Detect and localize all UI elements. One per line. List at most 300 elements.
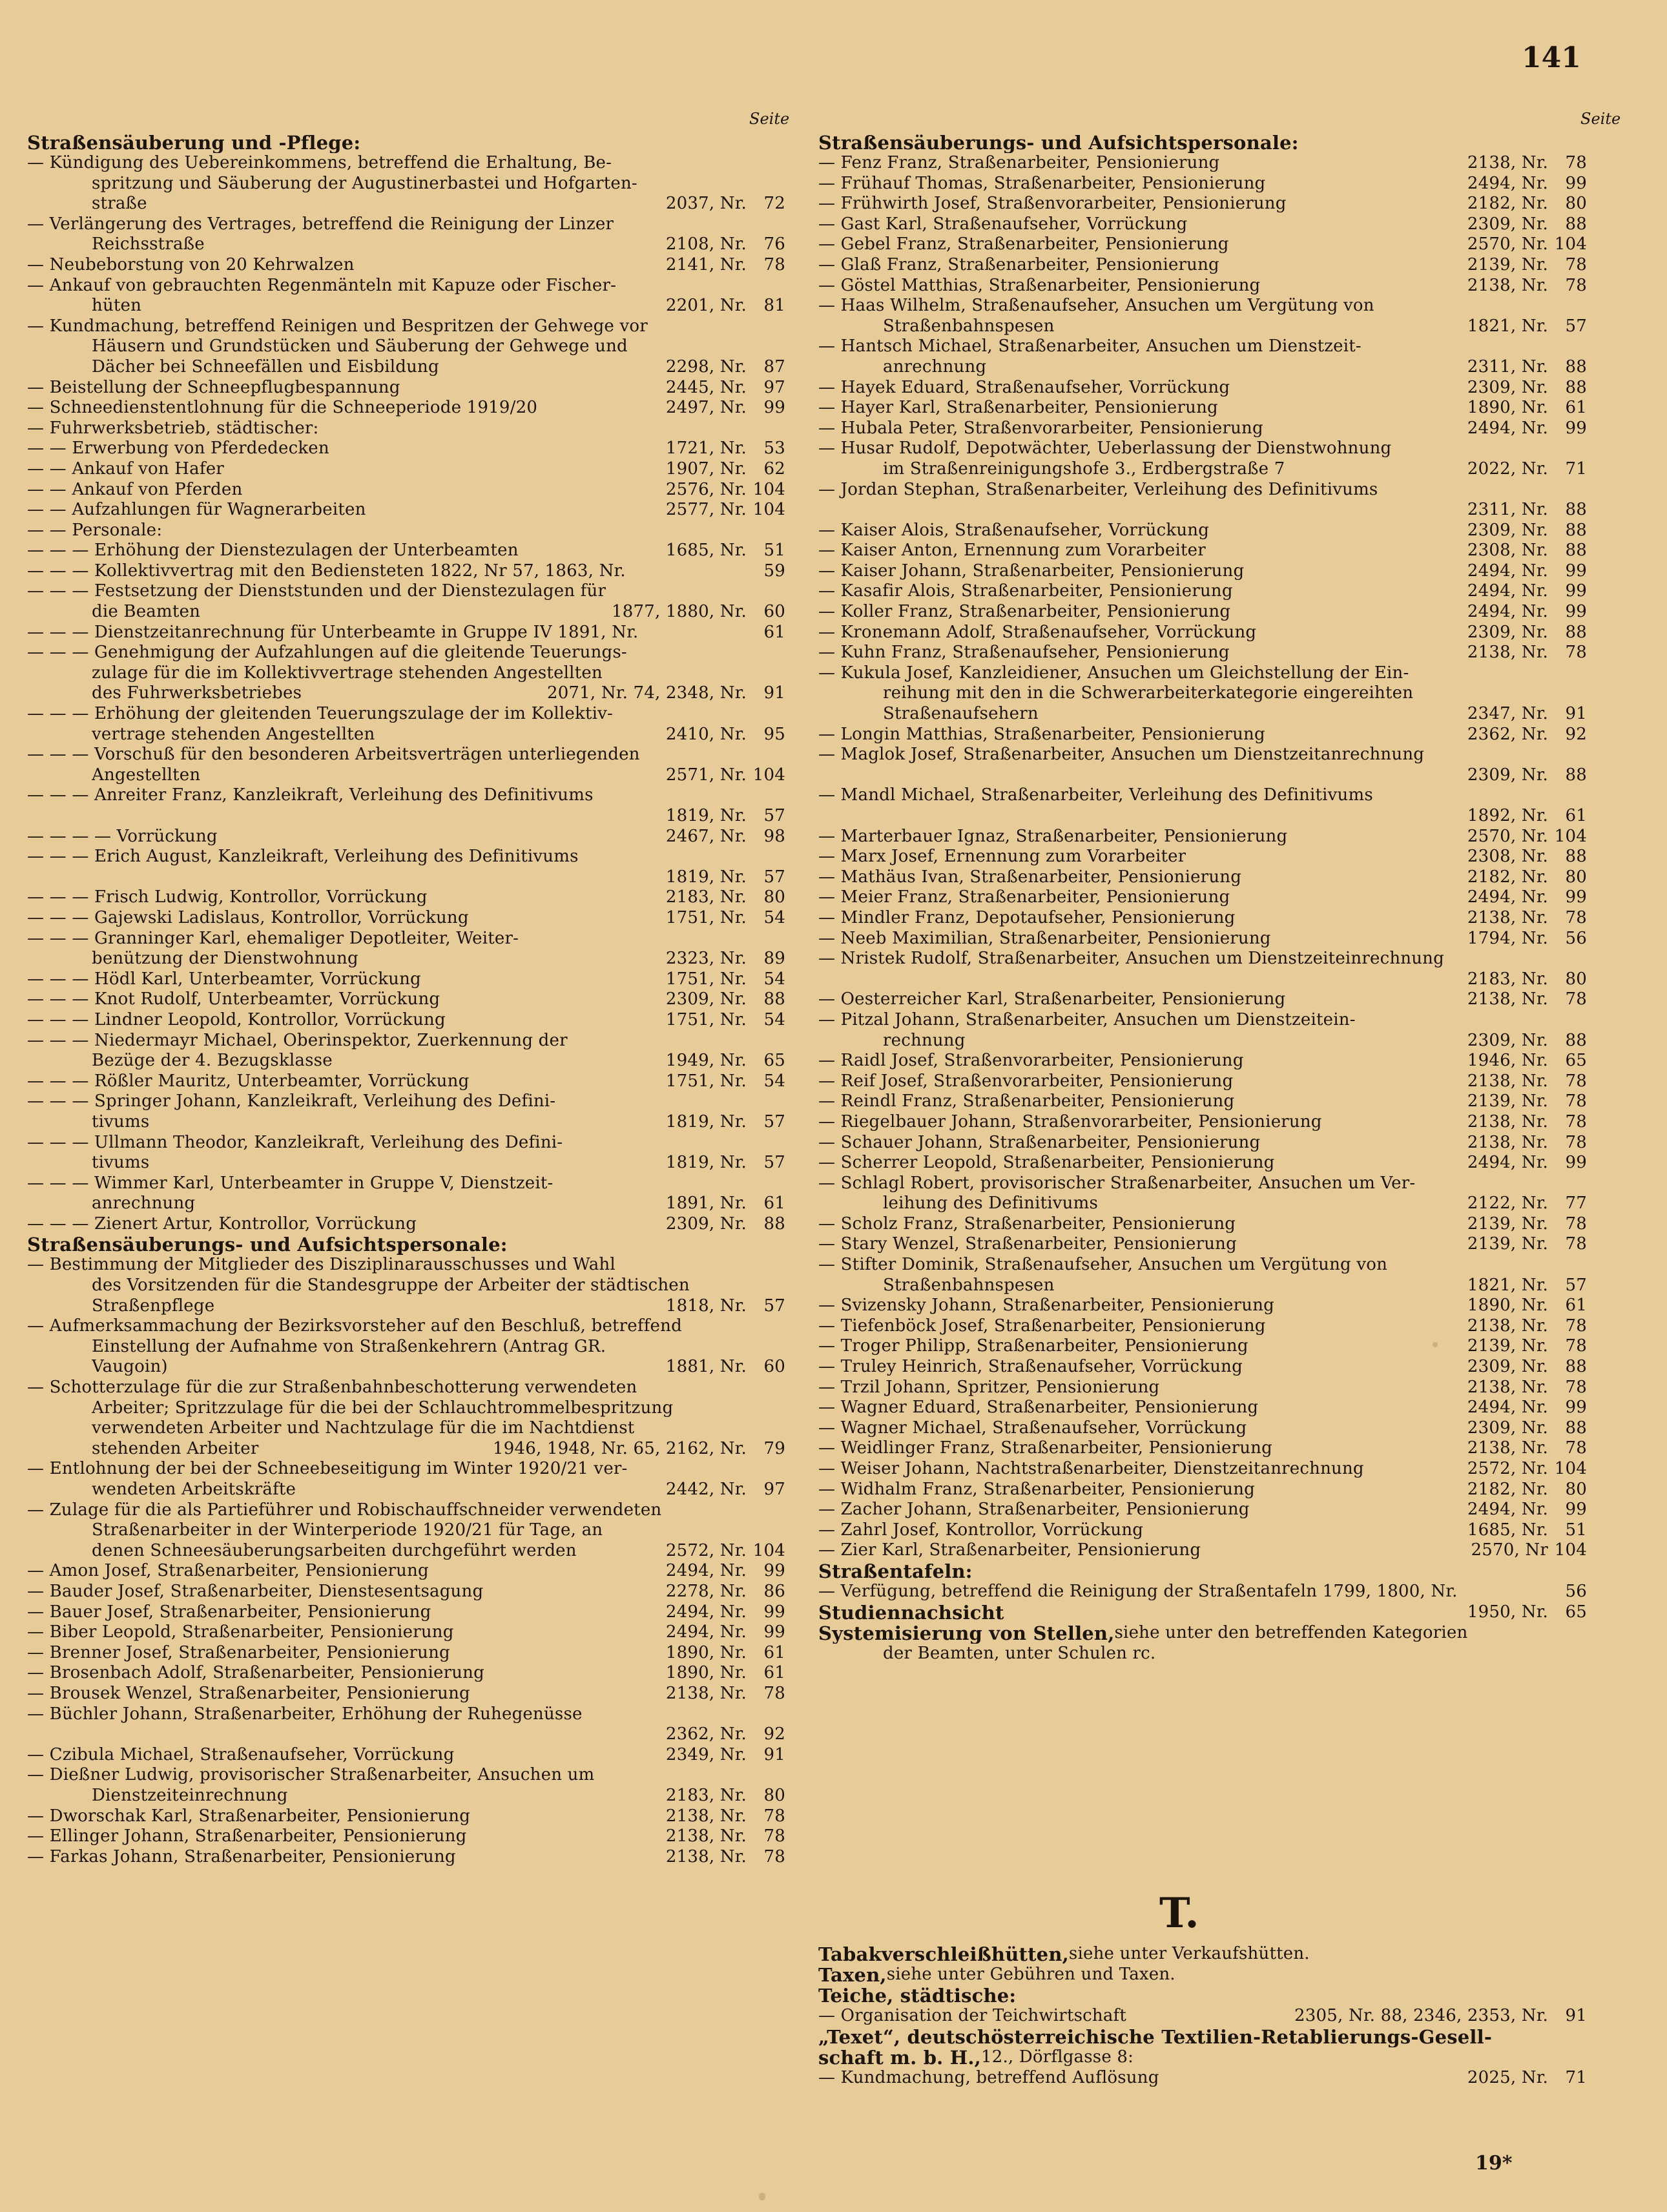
session-reference: 1819, Nr. <box>665 1111 747 1132</box>
session-reference: 2071, Nr. 74, 2348, Nr. <box>546 683 747 703</box>
index-entry <box>27 541 785 561</box>
entry-text: spritzung und Säuberung der Augustinerbastei und Hofgarten- <box>92 173 637 193</box>
page-reference: 88 <box>1565 541 1587 561</box>
leader-dots <box>1186 847 1462 867</box>
page-reference: 104 <box>752 479 785 499</box>
session-reference: 2182, Nr. <box>1467 1479 1548 1499</box>
section-heading <box>818 1985 1587 2006</box>
index-entry <box>27 847 785 867</box>
leader-dots <box>1265 725 1462 745</box>
index-entry <box>27 1153 785 1173</box>
page-reference: 78 <box>1565 643 1587 663</box>
entry-text: im Straßenreinigungshofe 3., Erdbergstraße 7 <box>883 459 1285 479</box>
entry-text: — Frühauf Thomas, Straßenarbeiter, Pensionierung <box>818 173 1266 193</box>
leader-dots <box>446 1010 661 1031</box>
section-heading <box>27 132 785 153</box>
keyword-heading: schaft m. b. H., <box>818 2047 981 2068</box>
session-reference: 2138, Nr. <box>1467 1071 1548 1091</box>
session-reference: 2308, Nr. <box>1467 847 1548 867</box>
page-reference: 79 <box>763 1438 785 1458</box>
index-entry <box>818 1031 1587 1051</box>
page-reference: 104 <box>1554 1540 1587 1560</box>
index-entry <box>27 1010 785 1031</box>
index-entry <box>27 1357 785 1378</box>
entry-text: — Ellinger Johann, Straßenarbeiter, Pensionierung <box>27 1826 467 1846</box>
index-entry <box>27 1602 785 1623</box>
page-reference: 97 <box>763 377 785 397</box>
leader-dots <box>1159 1378 1462 1398</box>
session-reference: 1907, Nr. <box>665 459 747 479</box>
page-reference: 54 <box>763 1071 785 1091</box>
entry-text: — Beistellung der Schneepflugbespannung <box>27 377 400 397</box>
page-reference: 88 <box>1565 214 1587 234</box>
index-entry <box>27 1071 785 1092</box>
session-reference: 2309, Nr. <box>1467 1357 1548 1377</box>
leader-dots <box>200 765 661 786</box>
index-entry <box>818 480 1587 501</box>
page-reference: 78 <box>763 1806 785 1826</box>
leader-dots <box>431 1602 660 1623</box>
entry-text: — Maglok Josef, Straßenarbeiter, Ansuchen um Dienstzeitanrechnung <box>818 745 1425 765</box>
index-entry <box>27 194 785 214</box>
session-reference: 2122, Nr. <box>1467 1194 1548 1214</box>
page-reference: 88 <box>1565 622 1587 642</box>
leader-dots <box>483 1582 661 1602</box>
session-reference: 2138, Nr. <box>1467 1132 1548 1152</box>
session-reference: 1751, Nr. <box>665 1071 747 1091</box>
session-reference: 2138, Nr. <box>1467 275 1548 295</box>
page-reference: 54 <box>763 969 785 989</box>
index-entry <box>27 1398 785 1419</box>
page-reference: 61 <box>1565 398 1587 418</box>
session-reference: 2138, Nr. <box>1467 1111 1548 1132</box>
session-reference: 2347, Nr. <box>1467 704 1548 724</box>
page-reference: 57 <box>763 867 785 887</box>
session-reference: 2182, Nr. <box>1467 194 1548 214</box>
index-entry <box>818 316 1587 337</box>
entry-text: — Trzil Johann, Spritzer, Pensionierung <box>818 1377 1160 1397</box>
entry-text: — Riegelbauer Johann, Straßenvorarbeiter, Pensionierung <box>818 1111 1322 1132</box>
page-reference: 99 <box>763 1561 785 1581</box>
page-reference: 78 <box>1565 1214 1587 1234</box>
entry-text: — Kaiser Alois, Straßenaufseher, Vorrückung <box>818 520 1210 540</box>
page-reference: 59 <box>763 561 785 581</box>
paper-fleck <box>759 2193 765 2200</box>
entry-text: — — — Hödl Karl, Unterbeamter, Vorrückung <box>27 969 421 989</box>
session-reference: 2183, Nr. <box>1467 969 1548 989</box>
session-reference: 1881, Nr. <box>665 1357 747 1377</box>
session-reference: 1890, Nr. <box>1467 1296 1548 1316</box>
session-reference: 2572, Nr. <box>665 1540 747 1560</box>
index-entry <box>818 704 1587 725</box>
index-entry <box>818 1944 1587 1965</box>
session-reference: 2309, Nr. <box>665 989 747 1009</box>
page-reference: 61 <box>763 1663 785 1683</box>
page-reference: 78 <box>1565 275 1587 295</box>
index-entry <box>27 1459 785 1480</box>
index-entry <box>27 1704 785 1725</box>
session-reference: 2309, Nr. <box>1467 765 1548 785</box>
session-reference: 2139, Nr. <box>1467 1091 1548 1111</box>
leader-dots <box>141 296 661 316</box>
entry-text: — Hayer Karl, Straßenarbeiter, Pensionierung <box>818 398 1218 418</box>
leader-dots <box>1055 316 1462 337</box>
leader-dots <box>168 1357 661 1378</box>
leader-dots <box>537 398 661 419</box>
leader-dots <box>1055 1276 1462 1296</box>
page-reference: 91 <box>1565 2006 1587 2025</box>
entry-text: — Hantsch Michael, Straßenarbeiter, Ansuchen um Dienstzeit- <box>818 336 1362 357</box>
session-reference: 2298, Nr. <box>665 357 747 377</box>
session-reference: 2311, Nr. <box>1467 500 1548 520</box>
entry-text: — — — Springer Johann, Kanzleikraft, Verleihung des Defini- <box>27 1091 556 1111</box>
page-reference: 88 <box>1565 500 1587 520</box>
leader-dots <box>470 1684 661 1704</box>
index-entry <box>27 1847 785 1868</box>
session-reference: 2183, Nr. <box>665 887 747 907</box>
page-reference: 61 <box>1565 806 1587 825</box>
entry-text: — Marterbauer Ignaz, Straßenarbeiter, Pensionierung <box>818 826 1288 846</box>
session-reference: 2139, Nr. <box>1467 254 1548 274</box>
session-reference: 2138, Nr. <box>665 1683 747 1703</box>
leader-dots <box>92 806 661 827</box>
entry-text: — Dießner Ludwig, provisorischer Straßenarbeiter, Ansuchen um <box>27 1765 595 1785</box>
session-reference: 1890, Nr. <box>665 1642 747 1662</box>
paper-fleck <box>1433 1342 1438 1347</box>
page-reference: 61 <box>763 1642 785 1662</box>
page-reference: 99 <box>1565 581 1587 601</box>
index-entry <box>818 929 1587 949</box>
entry-text: stehenden Arbeiter <box>92 1438 259 1458</box>
page-reference: 72 <box>763 194 785 214</box>
page-reference: 61 <box>763 1194 785 1214</box>
leader-dots <box>149 1112 661 1133</box>
entry-text: — Svizensky Johann, Straßenarbeiter, Pensionierung <box>818 1296 1274 1316</box>
heading-text: Straßensäuberungs- und Aufsichtspersonale: <box>818 132 1299 153</box>
leader-dots <box>883 500 1462 521</box>
leader-dots <box>1004 1602 1462 1623</box>
session-reference: 1819, Nr. <box>665 806 747 825</box>
page-reference: 78 <box>1565 907 1587 927</box>
session-reference: 2138, Nr. <box>1467 907 1548 927</box>
index-entry <box>818 969 1587 990</box>
index-entry <box>27 704 785 725</box>
session-reference: 1890, Nr. <box>1467 398 1548 418</box>
leader-dots <box>1248 1336 1462 1357</box>
entry-text: — Frühwirth Josef, Straßenvorarbeiter, Pensionierung <box>818 194 1287 214</box>
index-entry <box>818 2027 1587 2047</box>
page-reference: 57 <box>1565 316 1587 336</box>
index-entry <box>27 1480 785 1500</box>
index-entry <box>818 296 1587 316</box>
entry-text: — Zulage für die als Partieführer und Robischauffschneider verwendeten <box>27 1500 662 1520</box>
session-reference: 2138, Nr. <box>665 1826 747 1846</box>
index-entry <box>27 949 785 969</box>
index-entry <box>818 500 1587 521</box>
index-entry <box>818 827 1587 847</box>
index-entry <box>818 234 1587 255</box>
page-reference: 78 <box>1565 1234 1587 1254</box>
session-reference: 2494, Nr. <box>1467 1398 1548 1418</box>
index-entry <box>27 1806 785 1827</box>
leader-dots <box>1237 1234 1462 1255</box>
page-reference: 71 <box>1565 2067 1587 2087</box>
leader-dots <box>355 255 661 276</box>
index-entry <box>818 255 1587 276</box>
session-reference: 2494, Nr. <box>1467 1153 1548 1173</box>
leader-dots <box>1263 419 1462 439</box>
page-reference: 78 <box>1565 1111 1587 1132</box>
session-reference: 1821, Nr. <box>1467 1275 1548 1295</box>
page-reference: 78 <box>1565 1316 1587 1336</box>
index-entry <box>818 1357 1587 1378</box>
index-entry <box>818 357 1587 378</box>
page-reference: 92 <box>1565 724 1587 744</box>
session-reference: 2139, Nr. <box>1467 1214 1548 1234</box>
entry-text: — — — Dienstzeitanrechnung für Unterbeamte in Gruppe IV 1891, Nr. <box>27 622 639 642</box>
index-entry <box>818 276 1587 296</box>
entry-text: — Schotterzulage für die zur Straßenbahnbeschotterung verwendeten <box>27 1378 637 1398</box>
page-reference: 88 <box>763 1214 785 1234</box>
session-reference: 1685, Nr. <box>1467 1520 1548 1540</box>
leader-dots <box>1143 1520 1462 1541</box>
entry-text: denen Schneesäuberungsarbeiten durchgeführt werden <box>92 1540 577 1560</box>
leader-dots <box>1256 623 1462 643</box>
index-entry <box>27 1684 785 1704</box>
entry-text: leihung des Definitivums <box>883 1194 1099 1214</box>
page-reference: 78 <box>1565 153 1587 172</box>
leader-dots <box>484 1663 661 1684</box>
session-reference: 1751, Nr. <box>665 1009 747 1029</box>
page-reference: 60 <box>763 602 785 622</box>
index-entry <box>818 194 1587 214</box>
entry-text: — Nristek Rudolf, Straßenarbeiter, Ansuchen um Dienstzeiteinrechnung <box>818 949 1444 969</box>
leader-dots <box>296 1480 661 1500</box>
index-entry <box>27 683 785 704</box>
page-reference: 56 <box>1565 928 1587 948</box>
index-entry <box>818 398 1587 419</box>
leader-dots <box>1250 1500 1462 1520</box>
heading-text: Teiche, städtische: <box>818 1985 1017 2006</box>
page-reference: 51 <box>763 541 785 561</box>
entry-text: — Fenz Franz, Straßenarbeiter, Pensionierung <box>818 153 1220 172</box>
session-reference: 2497, Nr. <box>665 398 747 418</box>
session-reference: 2138, Nr. <box>1467 1438 1548 1458</box>
entry-text: tivums <box>92 1111 150 1132</box>
entry-text: — — Ankauf von Pferden <box>27 479 243 499</box>
leader-dots <box>302 683 542 704</box>
index-entry <box>818 785 1587 806</box>
index-entry <box>818 1459 1587 1480</box>
entry-text: — — — Ullmann Theodor, Kanzleikraft, Verleihung des Defini- <box>27 1132 563 1152</box>
leader-dots <box>1272 1438 1462 1459</box>
entry-text: siehe unter den betreffenden Kategorien <box>1114 1622 1468 1642</box>
entry-text: — Neubeborstung von 20 Kehrwalzen <box>27 254 355 274</box>
page-reference: 99 <box>763 1622 785 1642</box>
page-reference: 99 <box>1565 418 1587 438</box>
index-entry <box>27 255 785 276</box>
page-reference: 99 <box>763 398 785 418</box>
session-reference: 2139, Nr. <box>1467 1234 1548 1254</box>
leader-dots <box>883 765 1462 786</box>
entry-text: — Amon Josef, Straßenarbeiter, Pensionierung <box>27 1561 429 1581</box>
entry-text: — — Personale: <box>27 520 163 540</box>
index-entry <box>27 1418 785 1439</box>
entry-text: — — — Wimmer Karl, Unterbeamter in Gruppe V, Dienstzeit- <box>27 1173 554 1193</box>
entry-text: — — — Anreiter Franz, Kanzleikraft, Verleihung des Definitivums <box>27 785 594 805</box>
leader-dots <box>417 1214 661 1235</box>
leader-dots <box>1159 2068 1462 2089</box>
page-reference: 99 <box>1565 1153 1587 1173</box>
index-entry <box>818 1276 1587 1296</box>
session-reference: 2576, Nr. <box>665 479 747 499</box>
entry-text: — Kasafir Alois, Straßenarbeiter, Pensionierung <box>818 581 1233 601</box>
entry-text: — Gebel Franz, Straßenarbeiter, Pensionierung <box>818 234 1229 254</box>
entry-text: — — — Granninger Karl, ehemaliger Depotleiter, Weiter- <box>27 928 519 948</box>
leader-dots <box>1126 2006 1289 2027</box>
entry-text: — Zier Karl, Straßenarbeiter, Pensionierung <box>818 1540 1201 1560</box>
page-reference: 104 <box>752 1540 785 1560</box>
index-entry <box>818 1644 1587 1664</box>
index-entry <box>27 316 785 337</box>
entry-text: Straßenbahnspesen <box>883 316 1055 336</box>
entry-text: Straßenpflege <box>92 1296 215 1316</box>
session-reference: 2494, Nr. <box>665 1622 747 1642</box>
leader-dots <box>366 500 661 521</box>
entry-text: 12., Dörflgasse 8: <box>980 2047 1134 2067</box>
entry-text: — Aufmerksammachung der Bezirksvorsteher auf den Beschluß, betreffend <box>27 1316 682 1336</box>
index-entry <box>27 745 785 765</box>
index-entry <box>818 174 1587 194</box>
index-entry <box>818 581 1587 602</box>
index-entry <box>818 1480 1587 1500</box>
session-reference: 1892, Nr. <box>1467 806 1548 825</box>
entry-text: — Wagner Michael, Straßenaufseher, Vorrückung <box>818 1418 1247 1438</box>
session-reference: 2141, Nr. <box>665 254 747 274</box>
index-entry <box>818 908 1587 929</box>
index-entry <box>818 336 1587 357</box>
entry-text: — Weiser Johann, Nachtstraßenarbeiter, Dienstzeitanrechnung <box>818 1459 1364 1478</box>
index-entry <box>818 1133 1587 1153</box>
entry-text: — — — Vorschuß für den besonderen Arbeitsverträgen unterliegenden <box>27 745 640 765</box>
page-reference: 88 <box>1565 765 1587 785</box>
entry-text: — Glaß Franz, Straßenarbeiter, Pensionierung <box>818 254 1219 274</box>
page-reference: 81 <box>763 296 785 316</box>
entry-text: — Kukula Josef, Kanzleidiener, Ansuchen um Gleichstellung der Ein- <box>818 663 1409 683</box>
index-entry <box>818 1623 1587 1644</box>
page-reference: 77 <box>1565 1194 1587 1214</box>
session-reference: 1877, 1880, Nr. <box>612 602 747 622</box>
leader-dots <box>329 439 661 459</box>
leader-dots <box>1322 1112 1462 1133</box>
page-reference: 80 <box>1565 1479 1587 1499</box>
leader-dots <box>218 827 661 847</box>
entry-text: — Reif Josef, Straßenvorarbeiter, Pensionierung <box>818 1071 1234 1091</box>
leader-dots <box>440 989 661 1010</box>
index-entry <box>27 969 785 990</box>
leader-dots <box>1260 1133 1462 1153</box>
session-reference: 2362, Nr. <box>665 1724 747 1744</box>
entry-text: der Beamten, unter Schulen rc. <box>883 1643 1156 1663</box>
session-reference: 2362, Nr. <box>1467 724 1548 744</box>
index-entry <box>818 949 1587 969</box>
session-reference: 1946, 1948, Nr. 65, 2162, Nr. <box>493 1438 747 1458</box>
index-entry <box>818 214 1587 235</box>
leader-dots <box>1258 1398 1462 1418</box>
index-entry <box>27 419 785 439</box>
index-entry <box>818 1010 1587 1031</box>
page-reference: 76 <box>763 234 785 254</box>
index-entry <box>27 1337 785 1358</box>
page-reference: 88 <box>1565 847 1587 867</box>
seite-label-left: Seite <box>749 110 790 128</box>
entry-text: — — — Genehmigung der Aufzahlungen auf die gleitende Teuerungs- <box>27 643 627 663</box>
session-reference: 2494, Nr. <box>1467 602 1548 622</box>
entry-text: — Scherrer Leopold, Straßenarbeiter, Pensionierung <box>818 1153 1275 1173</box>
entry-text: — Troger Philipp, Straßenarbeiter, Pensionierung <box>818 1336 1248 1356</box>
entry-text: hüten <box>92 296 142 316</box>
session-reference: 2308, Nr. <box>1467 541 1548 561</box>
leader-dots <box>1219 255 1462 276</box>
session-reference: 1890, Nr. <box>665 1663 747 1683</box>
entry-text: verwendeten Arbeiter und Nachtzulage für die im Nachtdienst <box>92 1418 635 1438</box>
leader-dots <box>986 357 1462 378</box>
index-entry <box>818 663 1587 684</box>
session-reference: 2410, Nr. <box>665 724 747 744</box>
session-reference: 2108, Nr. <box>665 234 747 254</box>
leader-dots <box>1218 398 1462 419</box>
leader-dots <box>1201 1540 1465 1561</box>
entry-text: Bezüge der 4. Bezugsklasse <box>92 1051 333 1071</box>
index-entry <box>818 1438 1587 1459</box>
index-entry <box>27 174 785 194</box>
leader-dots <box>1187 214 1462 235</box>
index-entry <box>818 1255 1587 1276</box>
leader-dots <box>466 1826 660 1847</box>
session-reference: 2309, Nr. <box>665 1214 747 1234</box>
index-entry <box>818 765 1587 786</box>
leader-dots <box>1206 541 1462 561</box>
keyword-heading: Tabakverschleißhütten, <box>818 1944 1069 1965</box>
entry-text: — Marx Josef, Ernennung zum Vorarbeiter <box>818 847 1186 867</box>
page-reference: 78 <box>1565 1091 1587 1111</box>
heading-text: Straßentafeln: <box>818 1560 973 1582</box>
index-entry <box>27 276 785 296</box>
index-entry <box>27 439 785 459</box>
keyword-heading: „Texet“, deutschösterreichische Textilien-Retablierungs-Gesell- <box>818 2026 1493 2047</box>
index-entry <box>818 1398 1587 1418</box>
entry-text: — Organisation der Teichwirtschaft <box>818 2006 1127 2025</box>
entry-text: wendeten Arbeitskräfte <box>92 1480 296 1499</box>
entry-text: tivums <box>92 1153 150 1173</box>
leader-dots <box>1233 1071 1462 1092</box>
index-entry <box>818 623 1587 643</box>
leader-dots <box>1236 1214 1462 1235</box>
entry-text: siehe unter Verkaufshütten. <box>1068 1944 1310 1963</box>
page-reference: 65 <box>1565 1602 1587 1622</box>
page-reference: 99 <box>1565 561 1587 581</box>
session-reference: 1949, Nr. <box>665 1051 747 1071</box>
session-reference: 2201, Nr. <box>665 296 747 316</box>
entry-text: — Ankauf von gebrauchten Regenmänteln mit Kapuze oder Fischer- <box>27 275 617 295</box>
leader-dots <box>1274 1296 1462 1316</box>
page-reference: 56 <box>1565 1581 1587 1601</box>
entry-text: — — — Festsetzung der Dienststunden und der Dienstezulagen für <box>27 581 606 601</box>
page-reference: 80 <box>763 887 785 907</box>
session-reference: 2139, Nr. <box>1467 1336 1548 1356</box>
index-entry <box>27 1194 785 1214</box>
entry-text: rechnung <box>883 1030 966 1050</box>
